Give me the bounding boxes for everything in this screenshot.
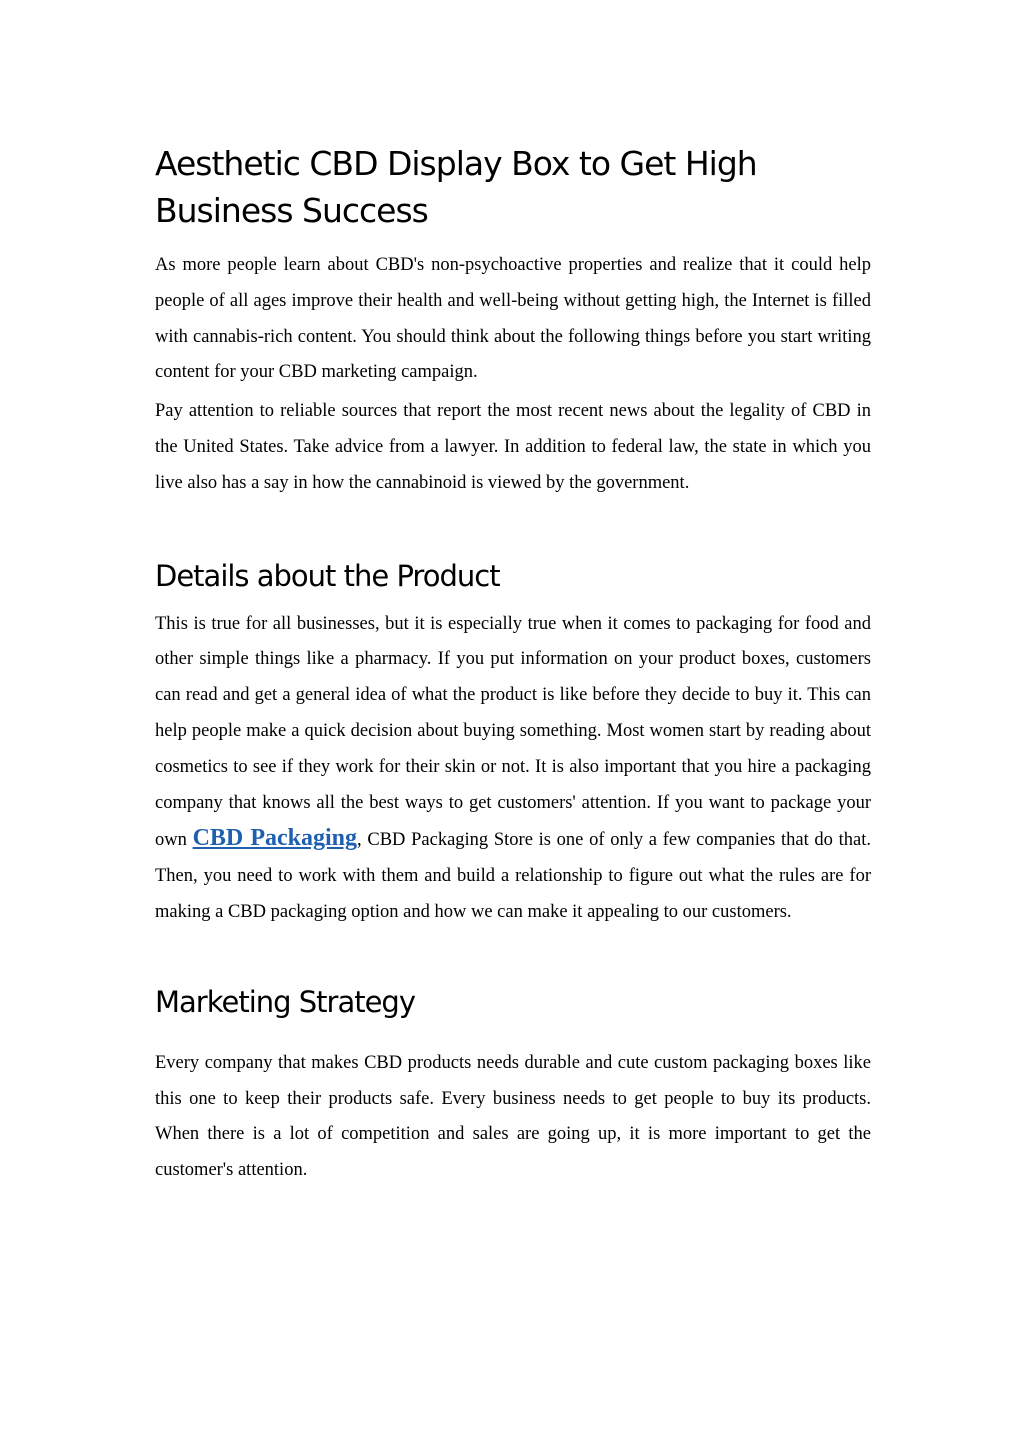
section-heading-marketing: Marketing Strategy	[155, 984, 416, 1019]
details-paragraph	[155, 607, 871, 931]
document-page	[155, 140, 871, 1189]
details-text-after-link: , CBD Packaging Store is one of only a few companies that do that. Then, you need to work with them and build a relationship to figure out what the rules are for making a CBD packaging option and how we can make it appealing to our customers.	[155, 830, 872, 922]
section-heading-details: Details about the Product	[155, 558, 500, 593]
cbd-packaging-link[interactable]: CBD Packaging	[192, 825, 358, 852]
document-title: Aesthetic CBD Display Box to Get High Business Success	[155, 144, 757, 230]
marketing-paragraph: Every company that makes CBD products needs durable and cute custom packaging boxes like this one to keep their products safe. Every business needs to get people to buy its products. When there is a lot of competition and sales are going up, it is more important to get the customer's attention.	[155, 1052, 871, 1181]
intro-paragraph-2: Pay attention to reliable sources that report the most recent news about the legality of CBD in the United States. Take advice from a lawyer. In addition to federal law, the state in which you live also has a say in how the cannabinoid is viewed by the government.	[155, 401, 871, 493]
details-text-before-link: This is true for all businesses, but it is especially true when it comes to packaging for food and other simple things like a pharmacy. If you put information on your product boxes, customers can read and get a general idea of what the product is like before they decide to buy it. This can help people make a quick decision about buying something. Most women start by reading about cosmetics to see if they work for their skin or not. It is also important that you hire a packaging company that knows all the best ways to get customers' attention. If you want to package your own	[155, 613, 871, 851]
intro-paragraph-1: As more people learn about CBD's non-psychoactive properties and realize that it could help people of all ages improve their health and well-being without getting high, the Internet is filled with cannabis-rich content. You should think about the following things before you start writing content for your CBD marketing campaign.	[155, 255, 871, 383]
